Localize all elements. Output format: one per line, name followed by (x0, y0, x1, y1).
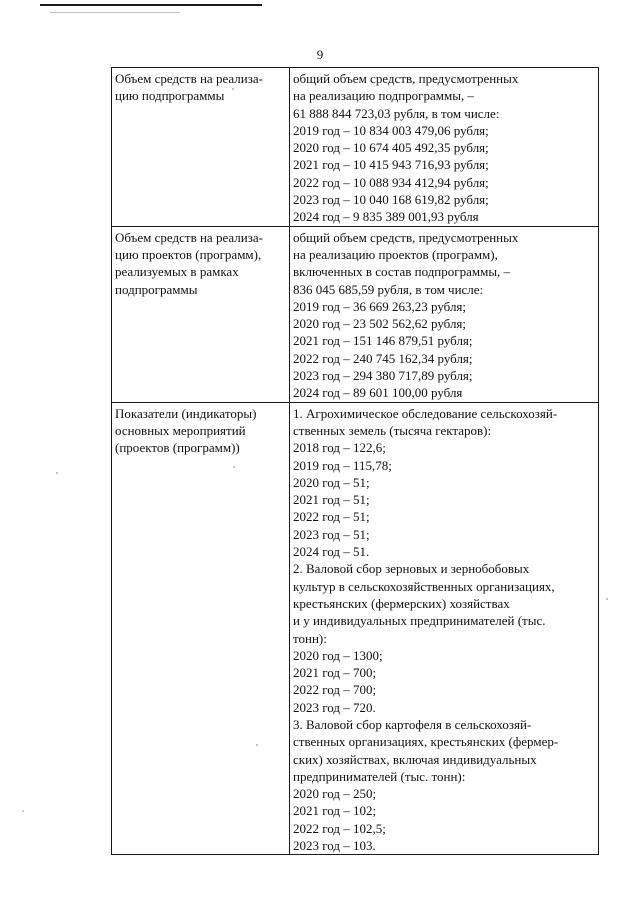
content-line: ственных организациях, крестьянских (фермер- (293, 734, 559, 750)
table-row (112, 68, 599, 227)
label-line: цию проектов (программ), (115, 246, 262, 262)
row-label-cell (112, 402, 290, 855)
content-line: тонн): (293, 630, 327, 646)
row-content-cell (290, 402, 599, 855)
content-line: 2019 год – 10 834 003 479,06 рубля; (293, 122, 489, 138)
content-line: на реализацию проектов (программ), (293, 246, 498, 262)
content-line: 1. Агрохимическое обследование сельскохозяй- (293, 405, 558, 421)
content-line: 2024 год – 89 601 100,00 рубля (293, 385, 463, 401)
subprogram-passport-table (111, 67, 599, 855)
content-line: 2023 год – 51; (293, 526, 370, 542)
content-line: 2022 год – 51; (293, 509, 370, 525)
content-line: 2020 год – 250; (293, 786, 377, 802)
content-line: 2023 год – 10 040 168 619,82 рубля; (293, 192, 489, 208)
content-line: 2021 год – 151 146 879,51 рубля; (293, 333, 473, 349)
content-line: на реализацию подпрограммы, – (293, 88, 474, 104)
page-number: 9 (316, 47, 324, 62)
row-label-cell (112, 226, 290, 402)
content-line: и у индивидуальных предпринимателей (тыс. (293, 613, 546, 629)
label-line: основных мероприятий (115, 422, 246, 438)
content-line: 2021 год – 102; (293, 803, 377, 819)
content-line: 61 888 844 723,03 рубля, в том числе: (293, 105, 500, 121)
content-line: включенных в состав подпрограммы, – (293, 264, 511, 280)
content-line: культур в сельскохозяйственных организациях, (293, 578, 555, 594)
content-line: 2020 год – 51; (293, 474, 370, 490)
header-rule-faint (50, 12, 180, 13)
label-line: реализуемых в рамках (115, 264, 239, 280)
table-row (112, 226, 599, 402)
scan-speck (233, 466, 235, 468)
row-content-cell (290, 226, 599, 402)
content-line: 2019 год – 115,78; (293, 457, 392, 473)
content-line: 3. Валовой сбор картофеля в сельскохозяй- (293, 716, 532, 732)
content-line: ских) хозяйствах, включая индивидуальных (293, 751, 537, 767)
content-line: 2023 год – 294 380 717,89 рубля; (293, 368, 473, 384)
content-line: 2022 год – 240 745 162,34 рубля; (293, 350, 473, 366)
content-line: 2022 год – 700; (293, 682, 377, 698)
label-line: (проектов (программ)) (115, 440, 240, 456)
content-line: 2018 год – 122,6; (293, 440, 386, 456)
content-line: 836 045 685,59 рубля, в том числе: (293, 281, 484, 297)
content-line: 2024 год – 9 835 389 001,93 рубля (293, 209, 479, 225)
content-line: 2022 год – 10 088 934 412,94 рубля; (293, 174, 489, 190)
scan-speck (606, 598, 608, 600)
label-line: Объем средств на реализа- (115, 71, 263, 86)
label-line: Показатели (индикаторы) (115, 405, 257, 421)
scan-speck (56, 472, 58, 474)
label-line: подпрограммы (115, 281, 198, 297)
scan-speck (232, 88, 234, 90)
label-line: цию подпрограммы (115, 88, 225, 104)
content-line: 2020 год – 23 502 562,62 рубля; (293, 316, 467, 332)
row-content-cell (290, 68, 599, 227)
table-row (112, 402, 599, 855)
content-line: 2022 год – 102,5; (293, 820, 386, 836)
header-rule (40, 4, 262, 6)
content-line: 2021 год – 700; (293, 665, 377, 681)
content-line: общий объем средств, предусмотренных (293, 71, 519, 86)
content-line: 2019 год – 36 669 263,23 рубля; (293, 298, 467, 314)
content-line: предпринимателей (тыс. тонн): (293, 768, 466, 784)
content-line: 2020 год – 1300; (293, 647, 383, 663)
row-label-cell (112, 68, 290, 227)
scan-speck (256, 744, 258, 746)
content-line: 2024 год – 51. (293, 544, 370, 560)
content-line: 2020 год – 10 674 405 492,35 рубля; (293, 140, 489, 156)
label-line: Объем средств на реализа- (115, 229, 263, 245)
content-line: общий объем средств, предусмотренных (293, 229, 519, 245)
content-line: 2021 год – 51; (293, 492, 370, 508)
content-line: ственных земель (тысяча гектаров): (293, 422, 492, 438)
content-line: 2021 год – 10 415 943 716,93 рубля; (293, 157, 489, 173)
content-line: 2023 год – 720. (293, 699, 376, 715)
content-line: 2. Валовой сбор зерновых и зернобобовых (293, 561, 530, 577)
scan-speck (22, 810, 24, 812)
content-line: крестьянских (фермерских) хозяйствах (293, 595, 510, 611)
content-line: 2023 год – 103. (293, 838, 376, 854)
